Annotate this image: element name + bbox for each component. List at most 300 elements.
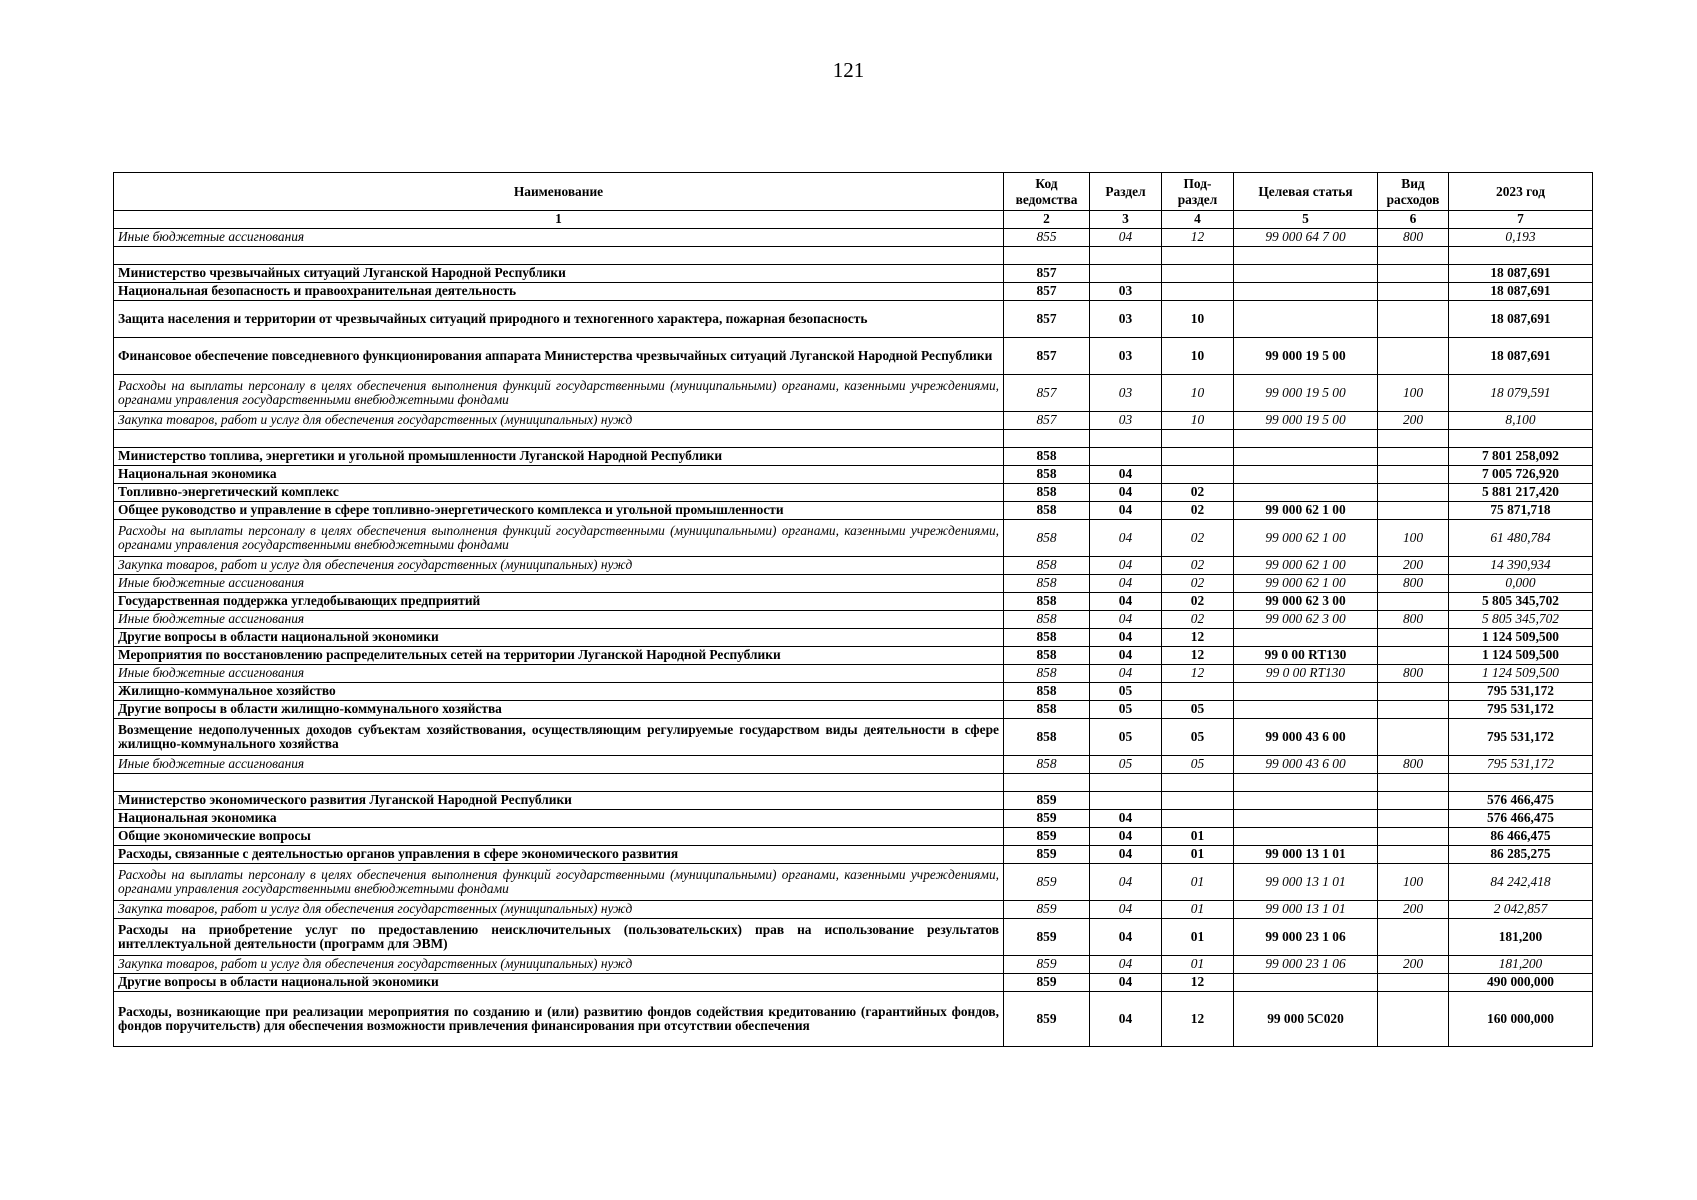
row-amount: 0,000 xyxy=(1449,575,1593,593)
row-name: Иные бюджетные ассигнования xyxy=(114,756,1004,774)
column-number: 7 xyxy=(1449,211,1593,229)
row-section: 04 xyxy=(1090,466,1162,484)
header-target-item: Целевая статья xyxy=(1234,173,1378,211)
row-expense-type: 100 xyxy=(1378,864,1449,901)
header-row xyxy=(114,173,1593,211)
row-expense-type: 800 xyxy=(1378,756,1449,774)
row-dept-code: 859 xyxy=(1004,919,1090,956)
row-expense-type xyxy=(1378,283,1449,301)
row-expense-type: 800 xyxy=(1378,611,1449,629)
row-name: Иные бюджетные ассигнования xyxy=(114,575,1004,593)
row-dept-code: 858 xyxy=(1004,448,1090,466)
table-row xyxy=(114,864,1593,901)
row-name xyxy=(114,430,1004,448)
row-subsection: 10 xyxy=(1162,301,1234,338)
row-name: Расходы на выплаты персоналу в целях обеспечения выполнения функций государственными (муниципальными) органами, казенными учреждениями, органами управления государственными внебюджетными фондами xyxy=(114,520,1004,557)
row-name: Финансовое обеспечение повседневного функционирования аппарата Министерства чрезвычайных ситуаций Луганской Народной Республики xyxy=(114,338,1004,375)
row-amount: 0,193 xyxy=(1449,229,1593,247)
row-section: 04 xyxy=(1090,229,1162,247)
row-expense-type xyxy=(1378,301,1449,338)
row-subsection xyxy=(1162,247,1234,265)
row-target-item xyxy=(1234,792,1378,810)
row-amount: 7 801 258,092 xyxy=(1449,448,1593,466)
row-expense-type xyxy=(1378,974,1449,992)
row-subsection: 12 xyxy=(1162,992,1234,1047)
row-name: Расходы, возникающие при реализации мероприятия по созданию и (или) развитию фондов содействия кредитованию (гарантийных фондов, фондов поручительств) для обеспечения возможности привлечения финансирования при отсутствии обеспечения xyxy=(114,992,1004,1047)
row-target-item xyxy=(1234,448,1378,466)
row-subsection: 02 xyxy=(1162,593,1234,611)
row-subsection xyxy=(1162,683,1234,701)
row-target-item: 99 000 13 1 01 xyxy=(1234,901,1378,919)
row-dept-code: 859 xyxy=(1004,992,1090,1047)
row-name: Государственная поддержка угледобывающих предприятий xyxy=(114,593,1004,611)
row-target-item: 99 000 13 1 01 xyxy=(1234,846,1378,864)
column-number: 6 xyxy=(1378,211,1449,229)
row-amount: 576 466,475 xyxy=(1449,792,1593,810)
row-subsection xyxy=(1162,283,1234,301)
row-name: Министерство чрезвычайных ситуаций Луганской Народной Республики xyxy=(114,265,1004,283)
row-amount: 5 881 217,420 xyxy=(1449,484,1593,502)
row-subsection xyxy=(1162,466,1234,484)
table-row xyxy=(114,502,1593,520)
table-row xyxy=(114,719,1593,756)
table-row xyxy=(114,956,1593,974)
row-target-item: 99 000 19 5 00 xyxy=(1234,375,1378,412)
row-section: 03 xyxy=(1090,338,1162,375)
spacer-row xyxy=(114,247,1593,265)
table-row xyxy=(114,593,1593,611)
row-target-item: 99 000 19 5 00 xyxy=(1234,412,1378,430)
row-target-item xyxy=(1234,265,1378,283)
row-section: 04 xyxy=(1090,974,1162,992)
row-dept-code: 859 xyxy=(1004,810,1090,828)
row-amount: 795 531,172 xyxy=(1449,683,1593,701)
row-expense-type xyxy=(1378,484,1449,502)
row-target-item: 99 0 00 RT130 xyxy=(1234,665,1378,683)
row-amount: 181,200 xyxy=(1449,919,1593,956)
row-section: 04 xyxy=(1090,502,1162,520)
row-target-item: 99 000 64 7 00 xyxy=(1234,229,1378,247)
row-name: Закупка товаров, работ и услуг для обеспечения государственных (муниципальных) нужд xyxy=(114,901,1004,919)
row-target-item: 99 0 00 RT130 xyxy=(1234,647,1378,665)
row-name: Иные бюджетные ассигнования xyxy=(114,665,1004,683)
row-expense-type xyxy=(1378,647,1449,665)
row-amount: 7 005 726,920 xyxy=(1449,466,1593,484)
row-subsection: 02 xyxy=(1162,557,1234,575)
row-expense-type xyxy=(1378,265,1449,283)
row-subsection: 05 xyxy=(1162,701,1234,719)
row-name: Общее руководство и управление в сфере топливно-энергетического комплекса и угольной промышленности xyxy=(114,502,1004,520)
row-amount: 18 087,691 xyxy=(1449,301,1593,338)
row-name: Расходы на приобретение услуг по предоставлению неисключительных (пользовательских) прав на использование результатов интеллектуальной деятельности (программ для ЭВМ) xyxy=(114,919,1004,956)
row-section: 04 xyxy=(1090,901,1162,919)
row-amount: 14 390,934 xyxy=(1449,557,1593,575)
row-expense-type xyxy=(1378,502,1449,520)
row-name: Расходы, связанные с деятельностью органов управления в сфере экономического развития xyxy=(114,846,1004,864)
row-subsection: 01 xyxy=(1162,919,1234,956)
row-section: 04 xyxy=(1090,629,1162,647)
table-row xyxy=(114,701,1593,719)
row-subsection: 12 xyxy=(1162,665,1234,683)
row-amount: 181,200 xyxy=(1449,956,1593,974)
row-section: 04 xyxy=(1090,647,1162,665)
row-dept-code: 858 xyxy=(1004,593,1090,611)
row-dept-code: 858 xyxy=(1004,719,1090,756)
row-dept-code: 859 xyxy=(1004,846,1090,864)
table-row xyxy=(114,828,1593,846)
table-row xyxy=(114,448,1593,466)
row-expense-type xyxy=(1378,629,1449,647)
row-subsection: 01 xyxy=(1162,864,1234,901)
table-row xyxy=(114,901,1593,919)
row-target-item: 99 000 23 1 06 xyxy=(1234,919,1378,956)
row-expense-type: 800 xyxy=(1378,575,1449,593)
budget-table xyxy=(113,172,1593,1047)
row-section: 05 xyxy=(1090,719,1162,756)
row-name: Другие вопросы в области национальной экономики xyxy=(114,629,1004,647)
table-row xyxy=(114,484,1593,502)
row-name: Национальная экономика xyxy=(114,466,1004,484)
row-target-item: 99 000 62 1 00 xyxy=(1234,575,1378,593)
row-subsection: 01 xyxy=(1162,956,1234,974)
row-section: 04 xyxy=(1090,484,1162,502)
table-row xyxy=(114,575,1593,593)
row-amount: 490 000,000 xyxy=(1449,974,1593,992)
row-dept-code xyxy=(1004,247,1090,265)
row-amount xyxy=(1449,247,1593,265)
table-row xyxy=(114,229,1593,247)
row-amount: 795 531,172 xyxy=(1449,756,1593,774)
row-subsection xyxy=(1162,430,1234,448)
row-subsection: 12 xyxy=(1162,629,1234,647)
row-expense-type xyxy=(1378,701,1449,719)
row-dept-code xyxy=(1004,774,1090,792)
row-name: Жилищно-коммунальное хозяйство xyxy=(114,683,1004,701)
table-row xyxy=(114,283,1593,301)
row-target-item xyxy=(1234,974,1378,992)
table-row xyxy=(114,265,1593,283)
row-expense-type xyxy=(1378,774,1449,792)
row-target-item xyxy=(1234,283,1378,301)
row-dept-code: 857 xyxy=(1004,412,1090,430)
row-subsection xyxy=(1162,448,1234,466)
row-amount: 160 000,000 xyxy=(1449,992,1593,1047)
row-subsection: 05 xyxy=(1162,719,1234,756)
row-dept-code: 859 xyxy=(1004,864,1090,901)
column-number: 5 xyxy=(1234,211,1378,229)
row-section: 05 xyxy=(1090,701,1162,719)
row-amount: 576 466,475 xyxy=(1449,810,1593,828)
row-target-item xyxy=(1234,247,1378,265)
row-section: 03 xyxy=(1090,301,1162,338)
row-dept-code: 858 xyxy=(1004,756,1090,774)
table-row xyxy=(114,756,1593,774)
row-name: Национальная экономика xyxy=(114,810,1004,828)
row-target-item xyxy=(1234,810,1378,828)
row-target-item xyxy=(1234,301,1378,338)
table-row xyxy=(114,466,1593,484)
row-expense-type xyxy=(1378,828,1449,846)
table-row xyxy=(114,647,1593,665)
row-amount: 75 871,718 xyxy=(1449,502,1593,520)
row-amount: 1 124 509,500 xyxy=(1449,629,1593,647)
row-dept-code: 858 xyxy=(1004,466,1090,484)
row-dept-code: 858 xyxy=(1004,647,1090,665)
row-section: 03 xyxy=(1090,412,1162,430)
row-section: 04 xyxy=(1090,665,1162,683)
row-target-item: 99 000 5C020 xyxy=(1234,992,1378,1047)
row-name: Национальная безопасность и правоохранительная деятельность xyxy=(114,283,1004,301)
table-row xyxy=(114,520,1593,557)
table-row xyxy=(114,810,1593,828)
row-subsection: 02 xyxy=(1162,484,1234,502)
row-name: Закупка товаров, работ и услуг для обеспечения государственных (муниципальных) нужд xyxy=(114,412,1004,430)
row-target-item: 99 000 62 3 00 xyxy=(1234,611,1378,629)
row-target-item xyxy=(1234,430,1378,448)
row-subsection xyxy=(1162,792,1234,810)
row-amount: 86 466,475 xyxy=(1449,828,1593,846)
header-section: Раздел xyxy=(1090,173,1162,211)
row-expense-type: 200 xyxy=(1378,412,1449,430)
row-section: 04 xyxy=(1090,846,1162,864)
row-amount: 795 531,172 xyxy=(1449,701,1593,719)
row-dept-code: 855 xyxy=(1004,229,1090,247)
row-expense-type: 800 xyxy=(1378,665,1449,683)
row-subsection: 02 xyxy=(1162,520,1234,557)
row-target-item xyxy=(1234,629,1378,647)
row-expense-type xyxy=(1378,683,1449,701)
row-expense-type xyxy=(1378,792,1449,810)
row-name: Мероприятия по восстановлению распределительных сетей на территории Луганской Народной Республики xyxy=(114,647,1004,665)
row-dept-code: 857 xyxy=(1004,301,1090,338)
row-expense-type xyxy=(1378,846,1449,864)
row-dept-code: 858 xyxy=(1004,557,1090,575)
header-year-2023: 2023 год xyxy=(1449,173,1593,211)
row-name: Закупка товаров, работ и услуг для обеспечения государственных (муниципальных) нужд xyxy=(114,956,1004,974)
row-target-item: 99 000 62 1 00 xyxy=(1234,520,1378,557)
row-dept-code: 858 xyxy=(1004,520,1090,557)
row-expense-type xyxy=(1378,247,1449,265)
row-dept-code: 859 xyxy=(1004,956,1090,974)
row-name: Закупка товаров, работ и услуг для обеспечения государственных (муниципальных) нужд xyxy=(114,557,1004,575)
table-row xyxy=(114,992,1593,1047)
column-number: 2 xyxy=(1004,211,1090,229)
row-target-item: 99 000 62 1 00 xyxy=(1234,502,1378,520)
row-expense-type: 200 xyxy=(1378,557,1449,575)
row-name: Топливно-энергетический комплекс xyxy=(114,484,1004,502)
row-subsection: 02 xyxy=(1162,575,1234,593)
row-subsection xyxy=(1162,774,1234,792)
table-row xyxy=(114,412,1593,430)
row-name: Расходы на выплаты персоналу в целях обеспечения выполнения функций государственными (муниципальными) органами, казенными учреждениями, органами управления государственными внебюджетными фондами xyxy=(114,375,1004,412)
row-amount: 18 087,691 xyxy=(1449,338,1593,375)
row-dept-code xyxy=(1004,430,1090,448)
row-section: 04 xyxy=(1090,864,1162,901)
row-amount: 1 124 509,500 xyxy=(1449,665,1593,683)
table-row xyxy=(114,683,1593,701)
row-subsection: 10 xyxy=(1162,412,1234,430)
row-target-item xyxy=(1234,774,1378,792)
row-amount: 18 087,691 xyxy=(1449,283,1593,301)
row-section xyxy=(1090,265,1162,283)
row-subsection: 02 xyxy=(1162,502,1234,520)
row-amount: 18 087,691 xyxy=(1449,265,1593,283)
row-target-item xyxy=(1234,484,1378,502)
table-body xyxy=(114,211,1593,1047)
row-expense-type: 200 xyxy=(1378,956,1449,974)
row-section: 04 xyxy=(1090,575,1162,593)
row-section xyxy=(1090,247,1162,265)
row-target-item xyxy=(1234,466,1378,484)
row-section: 04 xyxy=(1090,992,1162,1047)
row-name: Министерство топлива, энергетики и угольной промышленности Луганской Народной Республики xyxy=(114,448,1004,466)
row-dept-code: 858 xyxy=(1004,575,1090,593)
row-subsection: 12 xyxy=(1162,229,1234,247)
row-amount xyxy=(1449,430,1593,448)
header-subsection: Под-раздел xyxy=(1162,173,1234,211)
row-amount: 8,100 xyxy=(1449,412,1593,430)
row-dept-code: 859 xyxy=(1004,828,1090,846)
row-subsection: 12 xyxy=(1162,647,1234,665)
row-amount: 795 531,172 xyxy=(1449,719,1593,756)
row-section xyxy=(1090,792,1162,810)
table-row xyxy=(114,629,1593,647)
row-section: 04 xyxy=(1090,956,1162,974)
row-expense-type xyxy=(1378,992,1449,1047)
row-subsection: 10 xyxy=(1162,338,1234,375)
row-name: Защита населения и территории от чрезвычайных ситуаций природного и техногенного характера, пожарная безопасность xyxy=(114,301,1004,338)
row-section: 05 xyxy=(1090,756,1162,774)
row-name: Общие экономические вопросы xyxy=(114,828,1004,846)
row-section: 04 xyxy=(1090,593,1162,611)
row-subsection: 05 xyxy=(1162,756,1234,774)
row-section: 04 xyxy=(1090,520,1162,557)
row-subsection xyxy=(1162,810,1234,828)
row-amount: 2 042,857 xyxy=(1449,901,1593,919)
row-expense-type: 100 xyxy=(1378,375,1449,412)
table-row xyxy=(114,375,1593,412)
row-amount: 61 480,784 xyxy=(1449,520,1593,557)
page-number: 121 xyxy=(832,58,865,82)
row-name: Министерство экономического развития Луганской Народной Республики xyxy=(114,792,1004,810)
row-subsection: 10 xyxy=(1162,375,1234,412)
row-dept-code: 857 xyxy=(1004,283,1090,301)
row-section: 04 xyxy=(1090,557,1162,575)
column-number: 3 xyxy=(1090,211,1162,229)
row-subsection: 12 xyxy=(1162,974,1234,992)
row-expense-type xyxy=(1378,593,1449,611)
row-subsection: 01 xyxy=(1162,828,1234,846)
row-dept-code: 858 xyxy=(1004,484,1090,502)
row-expense-type xyxy=(1378,466,1449,484)
row-section: 04 xyxy=(1090,919,1162,956)
table-row xyxy=(114,846,1593,864)
spacer-row xyxy=(114,774,1593,792)
header-name: Наименование xyxy=(114,173,1004,211)
row-name: Другие вопросы в области жилищно-коммунального хозяйства xyxy=(114,701,1004,719)
row-target-item: 99 000 19 5 00 xyxy=(1234,338,1378,375)
row-subsection xyxy=(1162,265,1234,283)
row-expense-type xyxy=(1378,810,1449,828)
row-section: 03 xyxy=(1090,283,1162,301)
row-amount xyxy=(1449,774,1593,792)
row-expense-type xyxy=(1378,719,1449,756)
table-row xyxy=(114,919,1593,956)
row-dept-code: 857 xyxy=(1004,375,1090,412)
row-target-item: 99 000 62 1 00 xyxy=(1234,557,1378,575)
row-target-item: 99 000 43 6 00 xyxy=(1234,719,1378,756)
table-row xyxy=(114,301,1593,338)
row-name: Возмещение недополученных доходов субъектам хозяйствования, осуществляющим регулируемые государством виды деятельности в сфере жилищно-коммунального хозяйства xyxy=(114,719,1004,756)
row-dept-code: 859 xyxy=(1004,974,1090,992)
row-subsection: 01 xyxy=(1162,846,1234,864)
row-target-item xyxy=(1234,828,1378,846)
row-target-item: 99 000 13 1 01 xyxy=(1234,864,1378,901)
row-amount: 1 124 509,500 xyxy=(1449,647,1593,665)
row-name: Расходы на выплаты персоналу в целях обеспечения выполнения функций государственными (муниципальными) органами, казенными учреждениями, органами управления государственными внебюджетными фондами xyxy=(114,864,1004,901)
row-target-item xyxy=(1234,701,1378,719)
row-dept-code: 858 xyxy=(1004,665,1090,683)
row-amount: 18 079,591 xyxy=(1449,375,1593,412)
row-section xyxy=(1090,430,1162,448)
row-dept-code: 858 xyxy=(1004,502,1090,520)
row-amount: 84 242,418 xyxy=(1449,864,1593,901)
row-expense-type: 100 xyxy=(1378,520,1449,557)
column-number: 4 xyxy=(1162,211,1234,229)
row-expense-type: 200 xyxy=(1378,901,1449,919)
table-row xyxy=(114,665,1593,683)
row-dept-code: 859 xyxy=(1004,901,1090,919)
row-target-item xyxy=(1234,683,1378,701)
row-dept-code: 858 xyxy=(1004,701,1090,719)
row-target-item: 99 000 62 3 00 xyxy=(1234,593,1378,611)
row-expense-type: 800 xyxy=(1378,229,1449,247)
row-amount: 86 285,275 xyxy=(1449,846,1593,864)
row-dept-code: 858 xyxy=(1004,629,1090,647)
row-amount: 5 805 345,702 xyxy=(1449,611,1593,629)
header-expense-type: Вид расходов xyxy=(1378,173,1449,211)
table-row xyxy=(114,974,1593,992)
row-section: 04 xyxy=(1090,828,1162,846)
row-section xyxy=(1090,774,1162,792)
row-section xyxy=(1090,448,1162,466)
row-dept-code: 859 xyxy=(1004,792,1090,810)
row-target-item: 99 000 23 1 06 xyxy=(1234,956,1378,974)
table-row xyxy=(114,557,1593,575)
row-dept-code: 857 xyxy=(1004,265,1090,283)
row-section: 03 xyxy=(1090,375,1162,412)
row-target-item: 99 000 43 6 00 xyxy=(1234,756,1378,774)
row-expense-type xyxy=(1378,448,1449,466)
row-name: Иные бюджетные ассигнования xyxy=(114,611,1004,629)
row-expense-type xyxy=(1378,430,1449,448)
row-amount: 5 805 345,702 xyxy=(1449,593,1593,611)
row-dept-code: 858 xyxy=(1004,611,1090,629)
row-name: Другие вопросы в области национальной экономики xyxy=(114,974,1004,992)
spacer-row xyxy=(114,430,1593,448)
row-section: 04 xyxy=(1090,810,1162,828)
header-dept-code: Код ведомства xyxy=(1004,173,1090,211)
row-section: 04 xyxy=(1090,611,1162,629)
row-name: Иные бюджетные ассигнования xyxy=(114,229,1004,247)
table-row xyxy=(114,792,1593,810)
row-expense-type xyxy=(1378,919,1449,956)
column-number-row xyxy=(114,211,1593,229)
row-expense-type xyxy=(1378,338,1449,375)
table-row xyxy=(114,611,1593,629)
row-name xyxy=(114,247,1004,265)
row-name xyxy=(114,774,1004,792)
